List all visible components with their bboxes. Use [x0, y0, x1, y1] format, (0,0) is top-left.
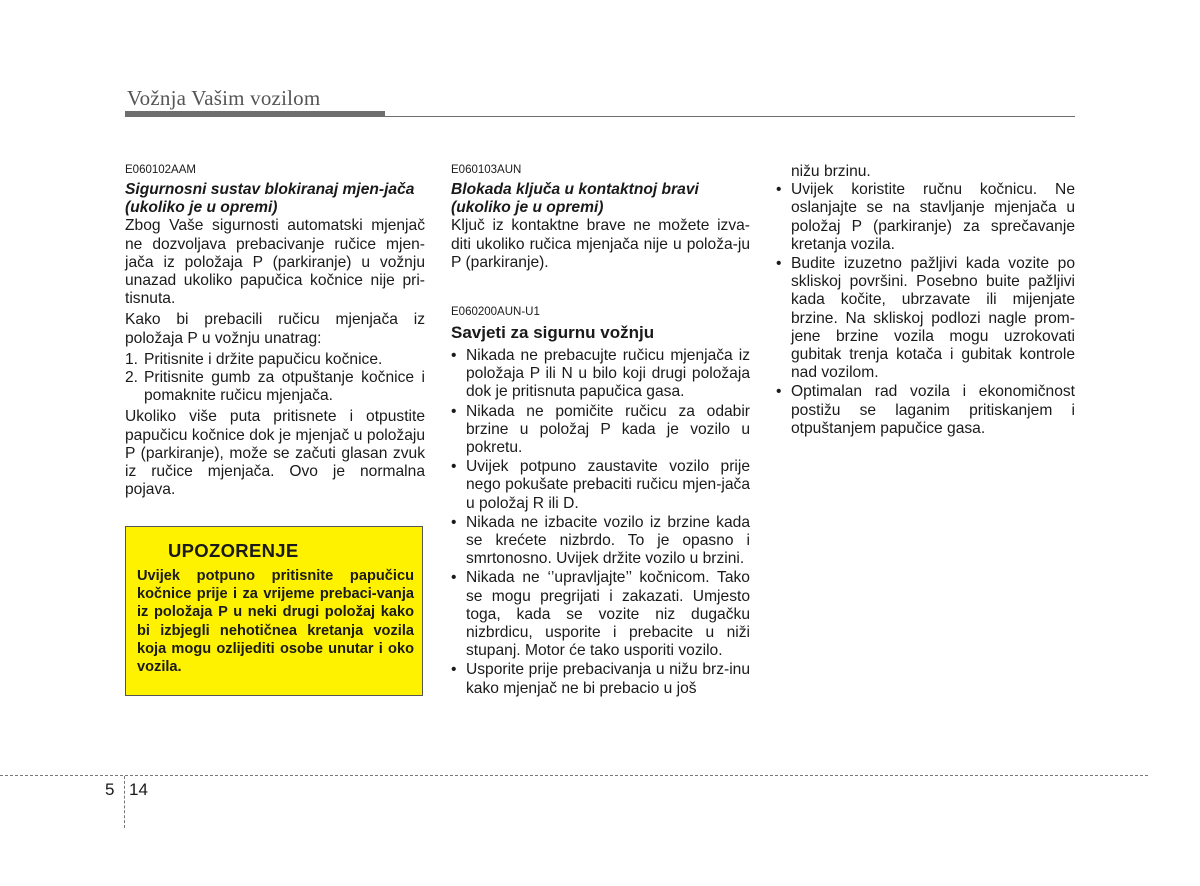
paragraph: Zbog Vaše sigurnosti automatski mjenjač ne dozvoljava prebacivanje ručice mjen-jača iz položaja P (parkiranje) u vožnju unazad ukoliko papučica kočnice nije pri-tisnuta.	[125, 217, 425, 308]
header-rule-thick	[125, 111, 385, 117]
warning-text: Uvijek potpuno pritisnite papučicu kočnice prije i za vrijeme prebaci-vanja iz položaja P u neki drugi položaj kako bi izbjegli nehotičnea kretanja vozila koja mogu ozlijediti osobe unutar i oko vozila.	[137, 568, 414, 676]
paragraph: Ključ iz kontaktne brave ne možete izva-diti ukoliko ručica mjenjača nije u položa-ju P (parkiranje).	[451, 217, 750, 271]
footer-vertical-divider	[124, 776, 125, 828]
warning-title: UPOZORENJE	[168, 540, 299, 561]
section-title: Savjeti za sigurnu vožnju	[451, 323, 655, 343]
warning-box	[125, 526, 423, 696]
list-item: • Uvijek koristite ručnu kočnicu. Ne oslanjajte se na stavljanje mjenjača u položaj P (parkiranje) za sprečavanje kretanja vozila.	[776, 181, 1075, 253]
section-subheading: Blokada ključa u kontaktnoj bravi (ukoliko je u opremi)	[451, 181, 699, 217]
bullet-list	[451, 347, 750, 698]
bullet-list	[776, 181, 1075, 438]
section-code: E060200AUN-U1	[451, 306, 540, 319]
list-item: • Nikada ne pomičite ručicu za odabir brzine u položaj P kada je vozilo u pokretu.	[451, 402, 750, 457]
chapter-number: 5	[105, 780, 115, 799]
list-item: • Usporite prije prebacivanja u nižu brz-inu kako mjenjač ne bi prebacio u još	[451, 661, 750, 697]
numbered-step	[125, 351, 425, 369]
step-number: 1.	[125, 350, 139, 368]
paragraph: Kako bi prebacili ručicu mjenjača iz položaja P u vožnju unatrag:	[125, 311, 425, 347]
section-subheading: Sigurnosni sustav blokiranaj mjen-jača (ukoliko je u opremi)	[125, 181, 415, 217]
header-title: Vožnja Vašim vozilom	[127, 86, 321, 110]
column-1	[125, 163, 425, 502]
column-3	[776, 163, 1075, 439]
paragraph: Ukoliko više puta pritisnete i otpustite papučicu kočnice dok je mjenjač u položaju P (parkiranje), može se začuti glasan zvuk iz ručice mjenjača. Ovo je normalna pojava.	[125, 408, 425, 499]
page-number: 14	[129, 780, 148, 799]
header-rule-thin	[385, 116, 1075, 117]
list-item: • Uvijek potpuno zaustavite vozilo prije nego pokušate prebaciti ručicu mjen-jača u položaj R ili D.	[451, 458, 750, 512]
section-code: E060102AAM	[125, 164, 196, 176]
list-item: • Budite izuzetno pažljivi kada vozite po skliskoj površini. Posebno buite pažljivi kada kočite, ubrzavate ili mijenjate brzine. Na skliskoj podlozi nagle prom-jene brzine vozila mogu uzrokovati gubitak trenja kotača i gubitak kontrole nad vozilom.	[776, 255, 1075, 382]
list-item: • Nikada ne izbacite vozilo iz brzine kada se krećete nizbrdo. To je opasno i smrtonosno. Uvijek držite vozilo u brzini.	[451, 513, 750, 568]
numbered-step	[125, 369, 425, 405]
step-text: Pritisnite i držite papučicu kočnice.	[144, 350, 383, 368]
column-2	[451, 163, 750, 699]
list-item: • Nikada ne prebacujte ručicu mjenjača iz položaja P ili N u bilo koji drugi položaja dok je pritisnuta papučica gasa.	[451, 347, 750, 401]
list-item: • Nikada ne ‘’upravljajte’’ kočnicom. Tako se mogu pregrijati i zakazati. Umjesto toga, kada se vozite niz dugačku nizbrdicu, usporite i prebacite u niži stupanj. Motor će tako usporiti vozilo.	[451, 569, 750, 660]
footer-divider	[0, 775, 1148, 776]
section-code: E060103AUN	[451, 164, 522, 176]
step-text: Pritisnite gumb za otpuštanje kočnice i pomaknite ručicu mjenjača.	[144, 369, 425, 405]
continuation-text: nižu brzinu.	[791, 163, 871, 180]
step-number: 2.	[125, 369, 139, 387]
list-item: • Optimalan rad vozila i ekonomičnost postižu se laganim pritiskanjem i otpuštanjem papučice gasa.	[776, 383, 1075, 437]
